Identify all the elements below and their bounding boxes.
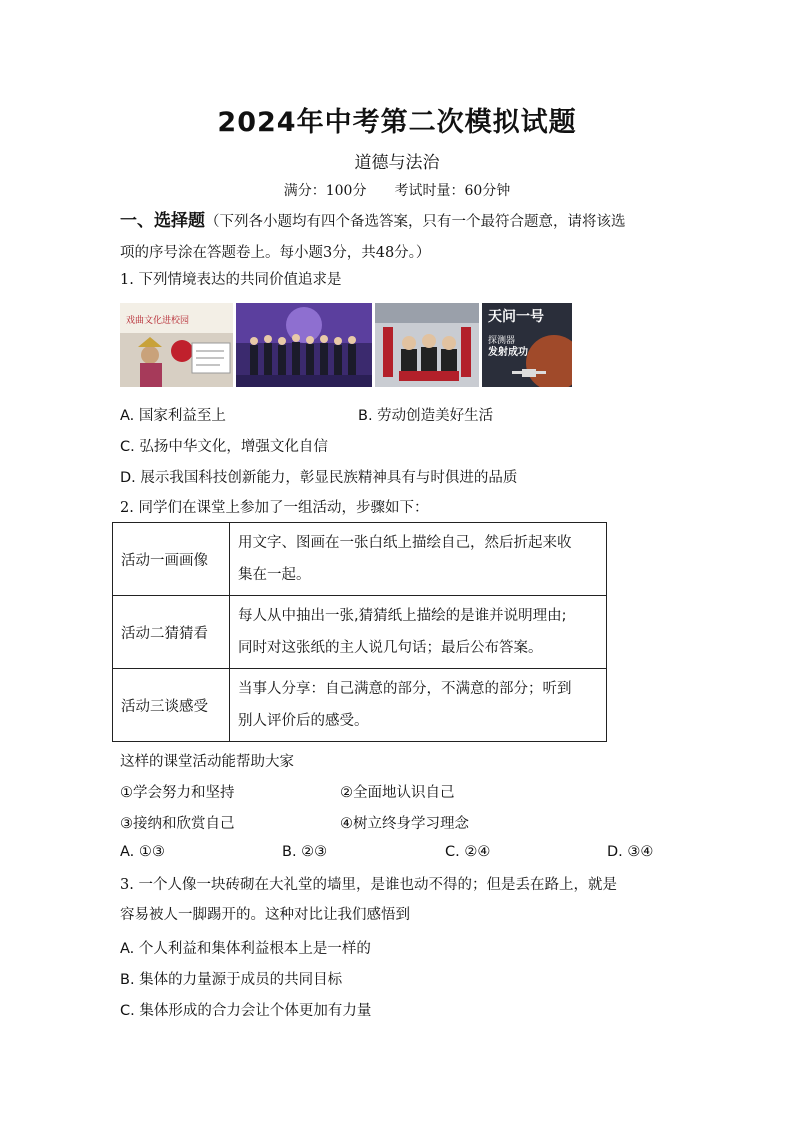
q2-activity-table bbox=[112, 522, 607, 742]
activity-name: 活动三谈感受 bbox=[113, 669, 230, 742]
section-label: 一、选择题 bbox=[120, 211, 205, 231]
q1-option-d: D. 展示我国科技创新能力，彰显民族精神具有与时俱进的品质 bbox=[120, 470, 518, 486]
activity-desc-line: 当事人分享：自己满意的部分，不满意的部分；听到 bbox=[238, 681, 572, 697]
photo4-sub2: 发射成功 bbox=[488, 347, 528, 358]
q3-option-b: B. 集体的力量源于成员的共同目标 bbox=[120, 972, 343, 988]
table-row bbox=[113, 523, 607, 596]
activity-name: 活动二猜猜看 bbox=[113, 596, 230, 669]
activity-name: 活动一画画像 bbox=[113, 523, 230, 596]
q2-after-text: 这样的课堂活动能帮助大家 bbox=[120, 754, 294, 770]
q2-item-2: ②全面地认识自己 bbox=[340, 785, 455, 801]
activity-desc-line: 别人评价后的感受。 bbox=[238, 713, 369, 729]
q2-stem: 2. 同学们在课堂上参加了一组活动，步骤如下： bbox=[120, 500, 429, 516]
subject-heading: 道德与法治 bbox=[354, 153, 440, 173]
q1-option-b: B. 劳动创造美好生活 bbox=[358, 408, 494, 424]
photo-space-station-crew bbox=[375, 303, 479, 387]
activity-desc-line: 集在一起。 bbox=[238, 567, 311, 583]
page-title: 2024年中考第二次模拟试题 bbox=[217, 107, 577, 138]
exam-meta bbox=[0, 180, 794, 200]
q3-stem-line1: 3. 一个人像一块砖砌在大礼堂的墙里，是谁也动不得的；但是丢在路上，就是 bbox=[120, 877, 617, 893]
photo-tianwen1-launch bbox=[482, 303, 572, 387]
activity-desc-line: 用文字、图画在一张白纸上描绘自己，然后折起来收 bbox=[238, 535, 572, 551]
activity-desc-line: 同时对这张纸的主人说几句话；最后公布答案。 bbox=[238, 640, 543, 656]
section-heading bbox=[120, 211, 680, 232]
q3-option-a: A. 个人利益和集体利益根本上是一样的 bbox=[120, 941, 371, 957]
q1-option-c: C. 弘扬中华文化，增强文化自信 bbox=[120, 439, 328, 455]
section-instruction: （下列各小题均有四个备选答案，只有一个最符合题意，请将该选 bbox=[205, 214, 626, 230]
photo1-caption: 戏曲文化进校园 bbox=[126, 316, 190, 326]
table-row bbox=[113, 669, 607, 742]
q1-stem: 1. 下列情境表达的共同价值追求是 bbox=[120, 272, 342, 288]
q1-option-a: A. 国家利益至上 bbox=[120, 408, 226, 424]
exam-time: 考试时量：60分钟 bbox=[394, 183, 511, 199]
q2-option-b: B. ②③ bbox=[282, 844, 328, 860]
activity-desc bbox=[230, 669, 607, 742]
photo4-sub1: 探测器 bbox=[488, 336, 516, 346]
q2-item-4: ④树立终身学习理念 bbox=[340, 816, 469, 832]
full-score: 满分：100分 bbox=[283, 183, 367, 199]
q2-item-3: ③接纳和欣赏自己 bbox=[120, 816, 235, 832]
q3-option-c: C. 集体形成的合力会让个体更加有力量 bbox=[120, 1003, 372, 1019]
activity-desc-line: 每人从中抽出一张,猜猜纸上描绘的是谁并说明理由; bbox=[238, 608, 567, 624]
table-row bbox=[113, 596, 607, 669]
activity-desc bbox=[230, 596, 607, 669]
q2-option-a: A. ①③ bbox=[120, 844, 165, 860]
q2-option-d: D. ③④ bbox=[607, 844, 654, 860]
photo4-caption: 天问一号 bbox=[488, 309, 544, 325]
q2-item-1: ①学会努力和坚持 bbox=[120, 785, 235, 801]
section-instruction-cont: 项的序号涂在答题卷上。每小题3分，共48分。） bbox=[120, 245, 431, 261]
activity-desc bbox=[230, 523, 607, 596]
photo-stage-group bbox=[236, 303, 372, 387]
q3-stem-line2: 容易被人一脚踢开的。这种对比让我们感悟到 bbox=[120, 907, 410, 923]
q2-option-c: C. ②④ bbox=[445, 844, 491, 860]
photo-opera-campus bbox=[120, 303, 233, 387]
